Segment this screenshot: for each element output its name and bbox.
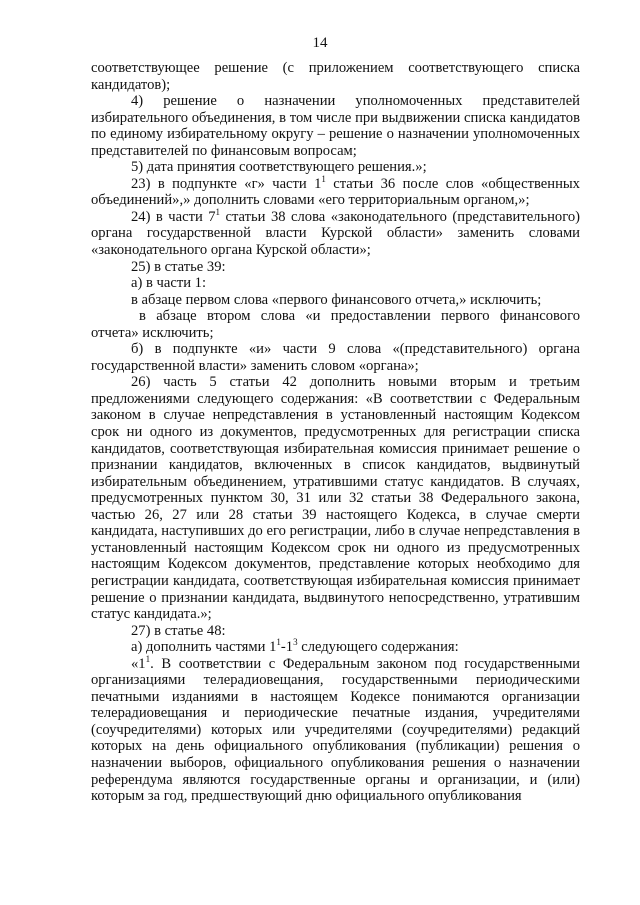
paragraph-item-25-a: а) в части 1:	[131, 275, 207, 292]
paragraph-item-25: 25) в статье 39:	[131, 258, 226, 275]
paragraph-part-1-1: «$1^1$. В соответствии с Федеральным законом под государственными организациями телерадиовещания, государственными периодическими печатными изданиями в настоящем Кодексе понимаются организации телерадиовещания и периодические печатные издания, учредителями (соучредителями) которых или учредителями (соучредителями) редакций которых на день официального опубликования (публикации) решения о назначении выборов, официального опубликования решения о назначении референдума являются государственные органы и организации, и (или) которым за год, предшествующий дню официального опубликования	[91, 653, 580, 805]
paragraph-abzac-2: в абзаце втором слова «и предоставлении первого финансового отчета» исключить;	[91, 308, 580, 341]
paragraph-item-27-a: а) дополнить частями $1^1-1^3$ следующего содержания:	[131, 637, 459, 656]
paragraph-continuation: соответствующее решение (с приложением соответствующего списка кандидатов);	[91, 60, 580, 93]
paragraph-abzac-1: в абзаце первом слова «первого финансового отчета,» исключить;	[131, 291, 542, 308]
paragraph-item-24: 24) в части $7^1$ статьи 38 слова «законодательного (представительного) органа государственной власти Курской области» заменить словами «законодательного органа Курской области»;	[91, 206, 580, 259]
paragraph-item-23: 23) в подпункте «г» части $1^1$ статьи 36 после слов «общественных объединений»,» дополнить словами «его территориальным органом,»;	[91, 173, 580, 209]
paragraph-item-4: 4) решение о назначении уполномоченных представителей избирательного объединения, в том числе при выдвижении списка кандидатов по единому избирательному округу – решение о назначении уполномоченных представителей по финансовым вопросам;	[91, 93, 580, 159]
document-body	[91, 60, 580, 805]
paragraph-item-26: 26) часть 5 статьи 42 дополнить новыми вторым и третьим предложениями следующего содержания: «В соответствии с Федеральным законом в случае непредставления в установленный настоящим Кодексом срок ни одного из документов, предусмотренных для регистрации списка кандидатов, соответствующая избирательная комиссия принимает решение о признании кандидатов, включенных в список кандидатов, выдвинутый избирательным объединением, утратившими статус кандидатов. В случаях, предусмотренных пунктом 30, 31 или 32 статьи 38 Федерального закона, частью 26, 27 или 28 статьи 39 настоящего Кодекса, в случае смерти кандидата, наступивших до его регистрации, либо в случае непредставления в установленный настоящим Кодексом срок ни одного из предусмотренных настоящим Кодексом документов, представление которых необходимо для регистрации кандидата, соответствующая избирательная комиссия принимает решение о признании кандидата, выдвинутого непосредственно, утратившим статус кандидата.»;	[91, 374, 580, 623]
paragraph-item-25-b: б) в подпункте «и» части 9 слова «(представительного) органа государственной власти» заменить словом «органа»;	[91, 341, 580, 374]
page-number: 14	[312, 35, 328, 51]
paragraph-item-27: 27) в статье 48:	[131, 622, 226, 639]
paragraph-item-5: 5) дата принятия соответствующего решения.»;	[131, 159, 427, 176]
